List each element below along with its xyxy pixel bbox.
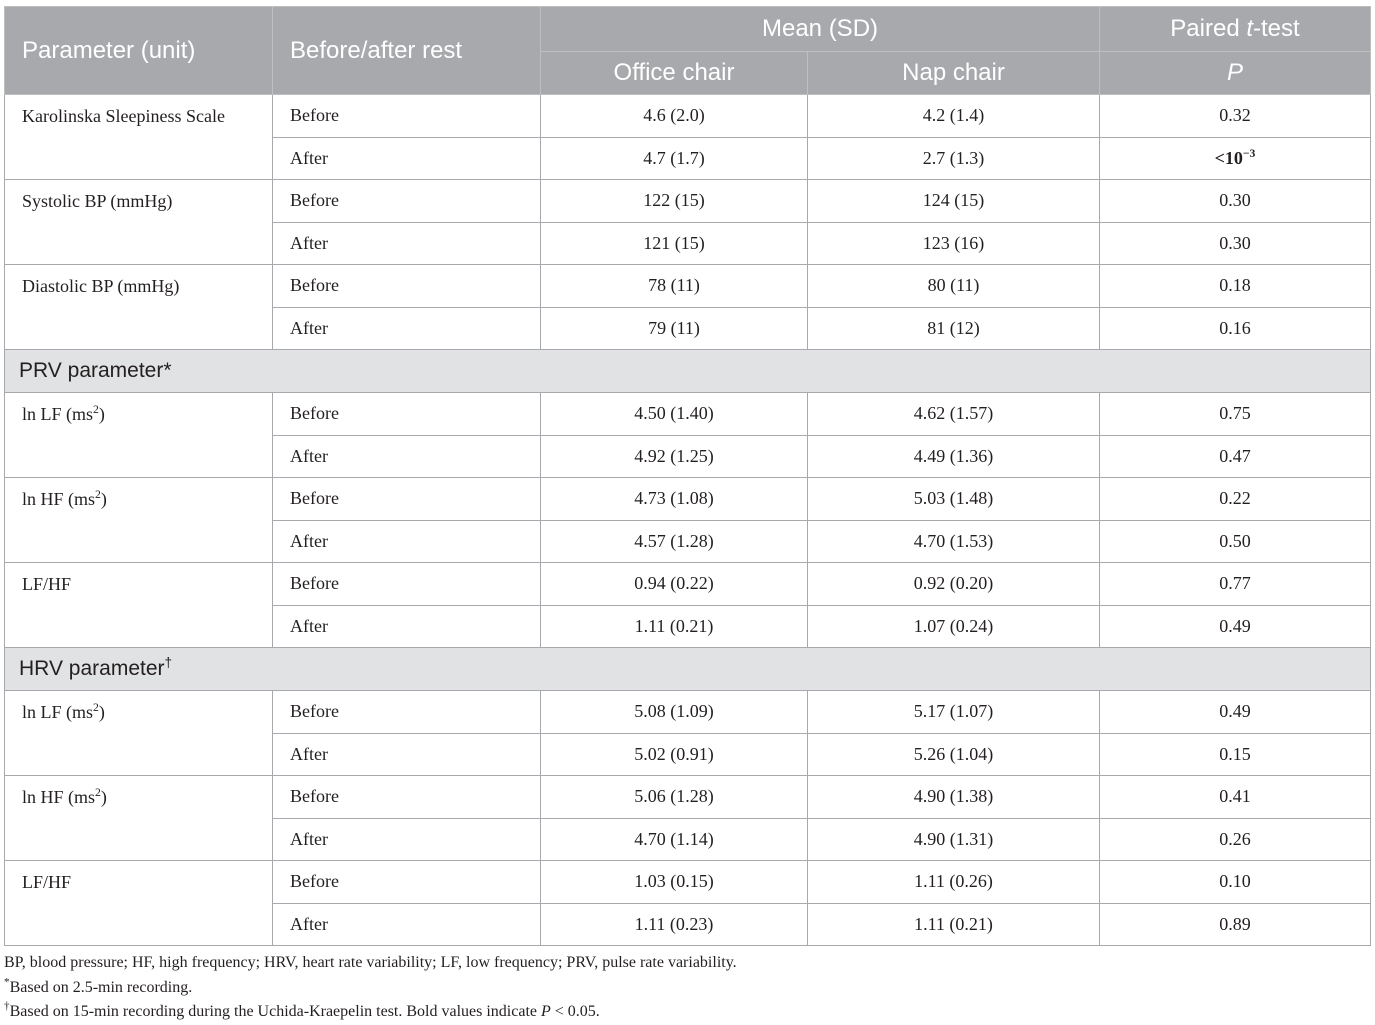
cell-office: 122 (15) (541, 180, 808, 223)
cell-office: 4.70 (1.14) (541, 818, 808, 861)
row-label-systolic: Systolic BP (mmHg) (5, 180, 273, 265)
cell-office: 79 (11) (541, 307, 808, 350)
cell-nap: 124 (15) (808, 180, 1100, 223)
row-label-hrv-lf-hf: LF/HF (5, 861, 273, 946)
row-label-prv-lf-hf: LF/HF (5, 563, 273, 648)
cell-nap: 81 (12) (808, 307, 1100, 350)
table-footnotes (4, 951, 1370, 1025)
cell-ba: After (273, 137, 541, 180)
table-row (5, 393, 1371, 436)
cell-office: 4.6 (2.0) (541, 95, 808, 138)
cell-ba: After (273, 903, 541, 946)
results-table (4, 6, 1371, 946)
cell-office: 1.11 (0.23) (541, 903, 808, 946)
cell-nap: 5.17 (1.07) (808, 691, 1100, 734)
cell-nap: 4.62 (1.57) (808, 393, 1100, 436)
cell-nap: 5.26 (1.04) (808, 733, 1100, 776)
table-row (5, 478, 1371, 521)
cell-ba: After (273, 818, 541, 861)
row-label-hrv-ln-hf: ln HF $(ms^2)$ (5, 776, 273, 861)
cell-ba: After (273, 307, 541, 350)
table-row (5, 776, 1371, 819)
cell-p: 0.49 (1100, 605, 1371, 648)
cell-office: 5.06 (1.28) (541, 776, 808, 819)
footnote-abbreviations: BP, blood pressure; HF, high frequency; HRV, heart rate variability; LF, low frequency; PRV, pulse rate variability. (4, 954, 737, 971)
cell-office: 0.94 (0.22) (541, 563, 808, 606)
cell-nap: 4.90 (1.31) (808, 818, 1100, 861)
header-nap-chair: Nap chair (808, 52, 1100, 95)
section-label-prv: PRV parameter* (5, 350, 1371, 393)
cell-ba: Before (273, 180, 541, 223)
table-header (5, 7, 1371, 95)
cell-p: 0.89 (1100, 903, 1371, 946)
cell-p: 0.77 (1100, 563, 1371, 606)
header-mean-sd: Mean (SD) (541, 7, 1100, 52)
row-label-hrv-ln-lf: ln LF $(ms^2)$ (5, 691, 273, 776)
table-row (5, 691, 1371, 734)
table-row (5, 180, 1371, 223)
cell-p: 0.50 (1100, 520, 1371, 563)
cell-p: 0.47 (1100, 435, 1371, 478)
cell-nap: 1.11 (0.26) (808, 861, 1100, 904)
cell-office: 4.50 (1.40) (541, 393, 808, 436)
section-row-hrv (5, 648, 1371, 691)
cell-ba: Before (273, 95, 541, 138)
row-label-prv-ln-hf: ln HF $(ms^2)$ (5, 478, 273, 563)
cell-nap: 4.90 (1.38) (808, 776, 1100, 819)
cell-nap: 4.2 (1.4) (808, 95, 1100, 138)
cell-nap: 5.03 (1.48) (808, 478, 1100, 521)
cell-p: 0.49 (1100, 691, 1371, 734)
cell-ba: After (273, 222, 541, 265)
footnote-dagger: †Based on 15-min recording during the Uchida-Kraepelin test. Bold values indicate P < 0.05. (4, 1000, 600, 1020)
cell-ba: After (273, 435, 541, 478)
cell-p: 0.75 (1100, 393, 1371, 436)
cell-office: 5.08 (1.09) (541, 691, 808, 734)
table-row (5, 95, 1371, 138)
cell-nap: 1.07 (0.24) (808, 605, 1100, 648)
cell-office: 1.11 (0.21) (541, 605, 808, 648)
cell-p: 0.15 (1100, 733, 1371, 776)
cell-ba: After (273, 733, 541, 776)
cell-p: 0.18 (1100, 265, 1371, 308)
header-office-chair: Office chair (541, 52, 808, 95)
cell-ba: After (273, 520, 541, 563)
cell-office: 4.7 (1.7) (541, 137, 808, 180)
row-label-prv-ln-lf: ln LF $(ms^2)$ (5, 393, 273, 478)
cell-ba: Before (273, 691, 541, 734)
cell-office: 4.73 (1.08) (541, 478, 808, 521)
row-label-diastolic: Diastolic BP (mmHg) (5, 265, 273, 350)
cell-ba: Before (273, 265, 541, 308)
header-paired-t-test: Paired t-test (1100, 7, 1371, 52)
cell-ba: Before (273, 478, 541, 521)
cell-p: 0.32 (1100, 95, 1371, 138)
cell-p: 0.26 (1100, 818, 1371, 861)
cell-ba: After (273, 605, 541, 648)
section-label-hrv: HRV parameter† (5, 648, 1371, 691)
table-row (5, 563, 1371, 606)
cell-ba: Before (273, 393, 541, 436)
footnote-star: *Based on 2.5-min recording. (4, 976, 193, 996)
table-row (5, 265, 1371, 308)
cell-p: 0.30 (1100, 222, 1371, 265)
cell-p-significant: $<10^{-3}$ (1100, 137, 1371, 180)
cell-nap: 80 (11) (808, 265, 1100, 308)
header-before-after: Before/after rest (273, 7, 541, 95)
section-row-prv (5, 350, 1371, 393)
cell-office: 4.92 (1.25) (541, 435, 808, 478)
cell-office: 121 (15) (541, 222, 808, 265)
table-row (5, 861, 1371, 904)
cell-p: 0.30 (1100, 180, 1371, 223)
cell-p: 0.10 (1100, 861, 1371, 904)
cell-nap: 4.49 (1.36) (808, 435, 1100, 478)
cell-nap: 4.70 (1.53) (808, 520, 1100, 563)
header-p: P (1100, 52, 1371, 95)
cell-p: 0.22 (1100, 478, 1371, 521)
cell-p: 0.16 (1100, 307, 1371, 350)
cell-nap: 123 (16) (808, 222, 1100, 265)
cell-office: 5.02 (0.91) (541, 733, 808, 776)
header-parameter: Parameter (unit) (5, 7, 273, 95)
cell-nap: 0.92 (0.20) (808, 563, 1100, 606)
cell-nap: 2.7 (1.3) (808, 137, 1100, 180)
cell-office: 4.57 (1.28) (541, 520, 808, 563)
cell-office: 78 (11) (541, 265, 808, 308)
cell-ba: Before (273, 776, 541, 819)
cell-ba: Before (273, 563, 541, 606)
cell-ba: Before (273, 861, 541, 904)
cell-office: 1.03 (0.15) (541, 861, 808, 904)
cell-nap: 1.11 (0.21) (808, 903, 1100, 946)
row-label-kss: Karolinska Sleepiness Scale (5, 95, 273, 180)
cell-p: 0.41 (1100, 776, 1371, 819)
